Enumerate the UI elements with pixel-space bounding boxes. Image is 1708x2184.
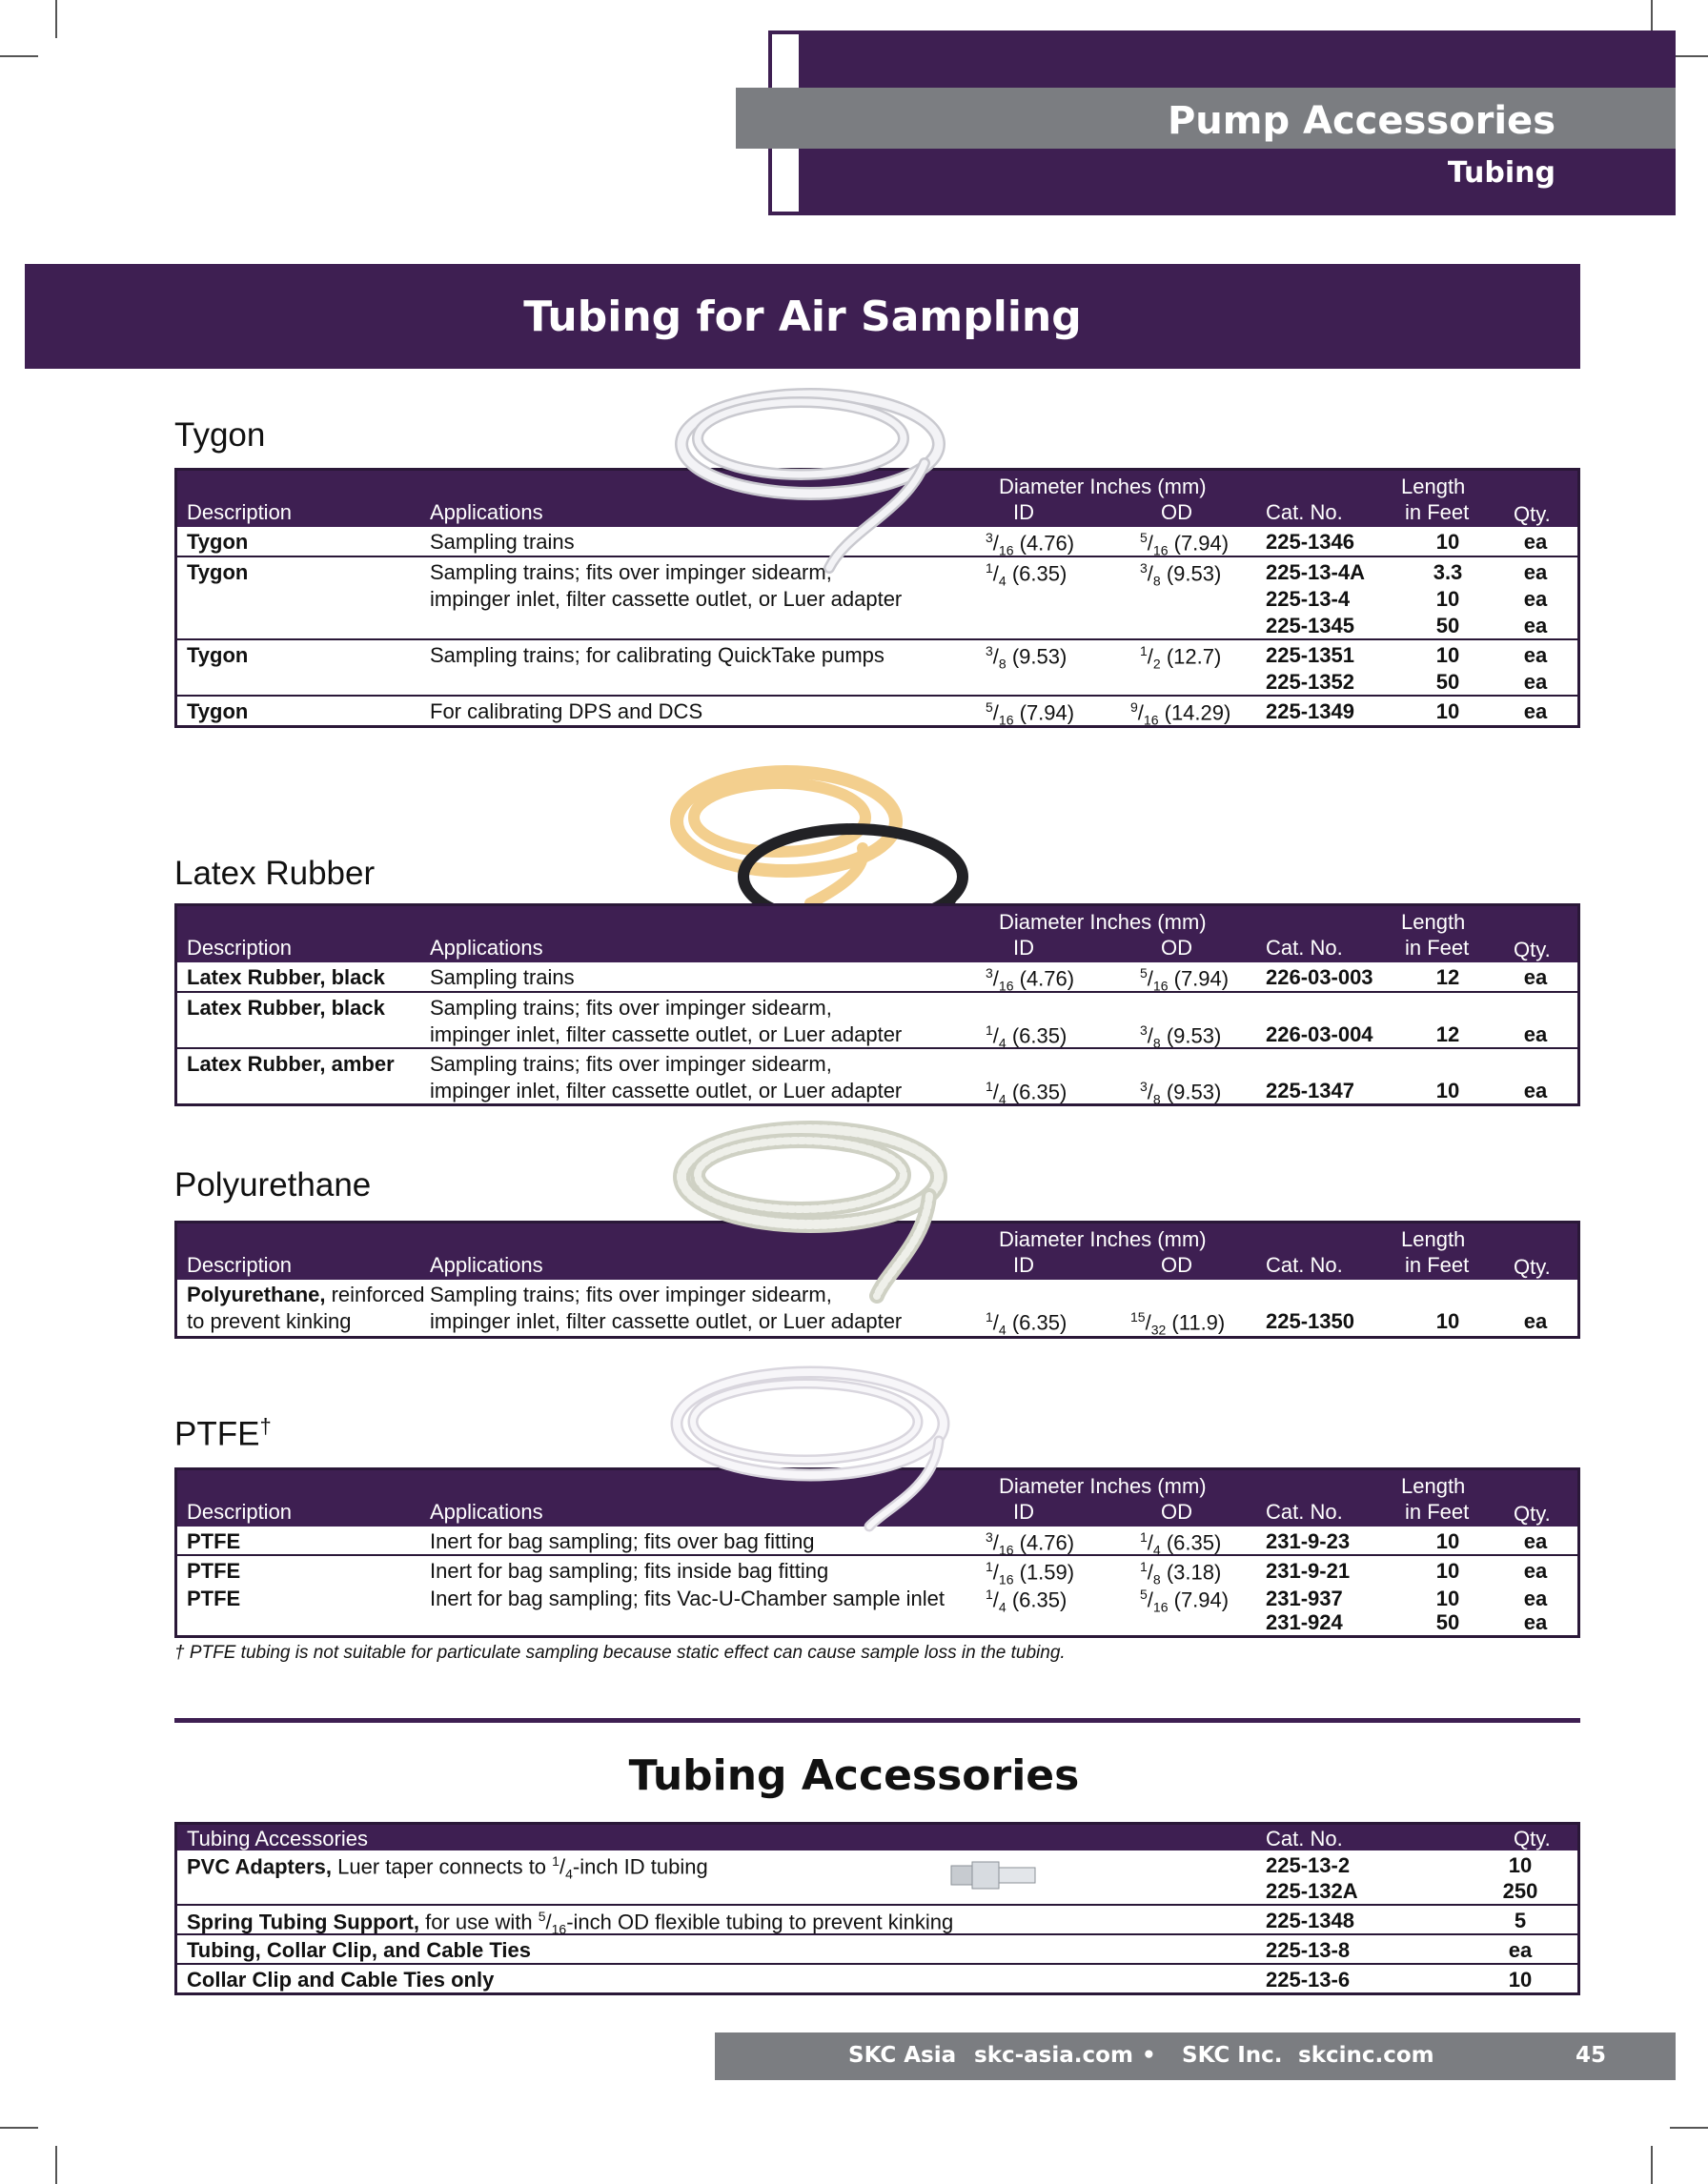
row-description: Collar Clip and Cable Ties only	[187, 1968, 495, 1992]
od-header: OD	[1161, 1253, 1192, 1277]
qty-value: ea	[1523, 587, 1548, 611]
row-application: Sampling trains; fits over impinger sidearm,	[430, 1052, 832, 1076]
row-od: $^5/_{16}$ (7.94)	[1140, 965, 1230, 994]
cat-number: 225-13-4A	[1266, 560, 1365, 584]
accessories-header: Tubing Accessories	[187, 1827, 368, 1850]
ptfe-tubing-image	[667, 1365, 953, 1536]
cat-number: 231-937	[1266, 1587, 1343, 1610]
length-value: 10	[1435, 643, 1460, 667]
table-row	[177, 697, 1577, 728]
row-application: Sampling trains; fits over impinger sidearm,	[430, 560, 832, 584]
footer-asia-link[interactable]: skc-asia.com	[974, 2043, 1133, 2068]
row-description: PTFE	[187, 1587, 241, 1610]
length-value: 50	[1435, 1610, 1460, 1634]
row-od: $^5/_{16}$ (7.94)	[1140, 1587, 1230, 1615]
id-header: ID	[1013, 1253, 1034, 1277]
qty-value: ea	[1523, 1610, 1548, 1634]
description-header: Description	[187, 1500, 293, 1524]
row-description: PVC Adapters, Luer taper connects to $^1/_4$-inch ID tubing	[187, 1853, 708, 1882]
cat-header: Cat. No.	[1266, 500, 1343, 524]
row-description-cont: to prevent kinking	[187, 1309, 352, 1333]
qty-value: ea	[1523, 965, 1548, 989]
crop-mark	[0, 2127, 38, 2129]
page-footer	[715, 2032, 1676, 2080]
cat-number: 225-1351	[1266, 643, 1354, 667]
qty-value: 10	[1508, 1968, 1533, 1992]
cat-number: 225-1345	[1266, 614, 1354, 637]
page-number: 45	[1576, 2043, 1607, 2068]
diameter-header: Diameter Inches (mm)	[999, 910, 1207, 934]
row-application: Sampling trains; for calibrating QuickTake pumps	[430, 643, 884, 667]
qty-value: ea	[1523, 1559, 1548, 1583]
latex-table	[174, 903, 1580, 1106]
row-application-cont: impinger inlet, filter cassette outlet, or Luer adapter	[430, 1079, 903, 1102]
row-description: Polyurethane, reinforced	[187, 1283, 425, 1306]
in-feet-header: in Feet	[1405, 1253, 1470, 1277]
row-description: Tubing, Collar Clip, and Cable Ties	[187, 1938, 532, 1962]
ptfe-footnote: † PTFE tubing is not suitable for particulate sampling because static effect can cause sample loss in the tubing.	[174, 1643, 1066, 1663]
crop-mark	[0, 55, 38, 57]
cat-number: 226-03-004	[1266, 1022, 1373, 1046]
description-header: Description	[187, 500, 293, 524]
row-description: Latex Rubber, black	[187, 996, 385, 1020]
length-header: Length	[1401, 910, 1466, 934]
qty-header: Qty.	[1514, 1827, 1551, 1850]
ptfe-title-text: PTFE	[174, 1415, 260, 1453]
row-application: For calibrating DPS and DCS	[430, 699, 703, 723]
pvc-adapter-image	[949, 1858, 1040, 1898]
qty-value: ea	[1523, 530, 1548, 554]
crop-mark	[55, 0, 57, 38]
qty-header: Qty.	[1514, 938, 1551, 961]
crop-mark	[1651, 2146, 1653, 2184]
row-od: $^3/_8$ (9.53)	[1140, 1079, 1222, 1107]
accessories-heading: Tubing Accessories	[628, 1751, 1080, 1800]
length-value: 3.3	[1433, 560, 1463, 584]
qty-value: ea	[1523, 1309, 1548, 1333]
ptfe-heading	[174, 1414, 272, 1454]
table-row	[177, 993, 1577, 1049]
table-row	[177, 962, 1577, 993]
od-header: OD	[1161, 1500, 1192, 1524]
row-application: Inert for bag sampling; fits over bag fitting	[430, 1529, 815, 1553]
id-header: ID	[1013, 500, 1034, 524]
length-value: 10	[1435, 1309, 1460, 1333]
row-application-cont: impinger inlet, filter cassette outlet, or Luer adapter	[430, 587, 903, 611]
row-od: $^1/_8$ (3.18)	[1140, 1559, 1222, 1587]
cat-header: Cat. No.	[1266, 936, 1343, 960]
qty-header: Qty.	[1514, 502, 1551, 526]
length-value: 10	[1435, 587, 1460, 611]
row-od: $^3/_8$ (9.53)	[1140, 1022, 1222, 1051]
qty-value: ea	[1508, 1938, 1533, 1962]
length-value: 10	[1435, 1079, 1460, 1102]
table-row	[177, 1965, 1577, 1992]
applications-header: Applications	[430, 500, 543, 524]
table-header	[177, 906, 1577, 962]
latex-heading: Latex Rubber	[174, 855, 376, 892]
footer-bullet: •	[1142, 2043, 1156, 2068]
row-id: $^3/_{16}$ (4.76)	[986, 1529, 1075, 1558]
footer-skc-inc: SKC Inc.	[1182, 2043, 1283, 2068]
cat-number: 231-924	[1266, 1610, 1343, 1634]
page-title: Pump Accessories	[1167, 99, 1556, 143]
length-value: 50	[1435, 614, 1460, 637]
row-description: Tygon	[187, 530, 249, 554]
cat-header: Cat. No.	[1266, 1500, 1343, 1524]
in-feet-header: in Feet	[1405, 936, 1470, 960]
row-od: $^3/_8$ (9.53)	[1140, 560, 1222, 589]
row-id: $^3/_8$ (9.53)	[986, 643, 1068, 672]
diameter-header: Diameter Inches (mm)	[999, 475, 1207, 498]
polyurethane-heading: Polyurethane	[174, 1166, 372, 1203]
table-row	[177, 640, 1577, 697]
qty-value: ea	[1523, 699, 1548, 723]
page-subtitle: Tubing	[1447, 156, 1556, 190]
od-header: OD	[1161, 500, 1192, 524]
applications-header: Applications	[430, 1500, 543, 1524]
table-row	[177, 1850, 1577, 1906]
length-value: 10	[1435, 1529, 1460, 1553]
section-banner	[25, 264, 1580, 369]
tygon-tubing-image	[667, 377, 963, 577]
cat-number: 231-9-21	[1266, 1559, 1351, 1583]
qty-header: Qty.	[1514, 1255, 1551, 1279]
banner-title: Tubing for Air Sampling	[523, 292, 1082, 341]
cat-number: 225-13-4	[1266, 587, 1351, 611]
length-value: 10	[1435, 1559, 1460, 1583]
row-description: PTFE	[187, 1529, 241, 1553]
cat-number: 225-132A	[1266, 1879, 1358, 1903]
row-id: $^1/_4$ (6.35)	[986, 1022, 1068, 1051]
table-header	[177, 1825, 1577, 1850]
row-application-cont: impinger inlet, filter cassette outlet, or Luer adapter	[430, 1022, 903, 1046]
row-id: $^5/_{16}$ (7.94)	[986, 699, 1075, 728]
row-id: $^1/_4$ (6.35)	[986, 560, 1068, 589]
row-application: Sampling trains	[430, 530, 575, 554]
table-row	[177, 1906, 1577, 1935]
cat-number: 226-03-003	[1266, 965, 1373, 989]
length-header: Length	[1401, 1474, 1466, 1498]
section-divider	[174, 1718, 1580, 1723]
qty-header: Qty.	[1514, 1502, 1551, 1526]
row-application-cont: impinger inlet, filter cassette outlet, or Luer adapter	[430, 1309, 903, 1333]
description-header: Description	[187, 936, 293, 960]
cat-number: 225-13-2	[1266, 1853, 1351, 1877]
row-od: $^9/_{16}$ (14.29)	[1130, 699, 1231, 728]
cat-number: 225-1352	[1266, 670, 1354, 694]
row-description: Latex Rubber, amber	[187, 1052, 395, 1076]
table-row	[177, 1556, 1577, 1587]
row-application: Sampling trains; fits over impinger sidearm,	[430, 996, 832, 1020]
applications-header: Applications	[430, 1253, 543, 1277]
row-id: $^1/_{16}$ (1.59)	[986, 1559, 1075, 1587]
row-description: Tygon	[187, 699, 249, 723]
qty-value: ea	[1523, 1529, 1548, 1553]
qty-value: ea	[1523, 670, 1548, 694]
length-value: 50	[1435, 670, 1460, 694]
row-description: Latex Rubber, black	[187, 965, 385, 989]
cat-number: 225-13-6	[1266, 1968, 1351, 1992]
polyurethane-tubing-image	[667, 1120, 953, 1310]
row-od: $^{15}/_{32}$ (11.9)	[1130, 1309, 1226, 1338]
qty-value: ea	[1523, 1079, 1548, 1102]
ptfe-dagger: †	[259, 1414, 272, 1438]
row-od: $^1/_2$ (12.7)	[1140, 643, 1222, 672]
length-header: Length	[1401, 1227, 1466, 1251]
row-description: Spring Tubing Support, for use with $^5/_{16}$-inch OD flexible tubing to prevent kinking	[187, 1909, 954, 1937]
in-feet-header: in Feet	[1405, 1500, 1470, 1524]
qty-value: 10	[1508, 1853, 1533, 1877]
row-od: $^1/_4$ (6.35)	[1140, 1529, 1222, 1558]
footer-inc-link[interactable]: skcinc.com	[1298, 2043, 1434, 2068]
cat-header: Cat. No.	[1266, 1253, 1343, 1277]
length-value: 12	[1435, 965, 1460, 989]
row-id: $^3/_{16}$ (4.76)	[986, 965, 1075, 994]
table-row	[177, 1584, 1577, 1635]
row-id: $^1/_4$ (6.35)	[986, 1587, 1068, 1615]
qty-value: ea	[1523, 1587, 1548, 1610]
crop-mark	[55, 2146, 57, 2184]
qty-value: ea	[1523, 1022, 1548, 1046]
qty-value: ea	[1523, 643, 1548, 667]
id-header: ID	[1013, 1500, 1034, 1524]
cat-number: 225-1348	[1266, 1909, 1354, 1932]
length-value: 10	[1435, 699, 1460, 723]
footer-skc-asia: SKC Asia	[848, 2043, 957, 2068]
diameter-header: Diameter Inches (mm)	[999, 1474, 1207, 1498]
description-header: Description	[187, 1253, 293, 1277]
length-value: 12	[1435, 1022, 1460, 1046]
row-description: Tygon	[187, 560, 249, 584]
qty-value: 250	[1502, 1879, 1538, 1903]
cat-number: 225-1349	[1266, 699, 1354, 723]
length-header: Length	[1401, 475, 1466, 498]
cat-number: 225-1346	[1266, 530, 1354, 554]
row-application: Sampling trains; fits over impinger sidearm,	[430, 1283, 832, 1306]
crop-mark	[1670, 2127, 1708, 2129]
qty-value: ea	[1523, 560, 1548, 584]
cat-number: 225-13-8	[1266, 1938, 1351, 1962]
od-header: OD	[1161, 936, 1192, 960]
cat-number: 231-9-23	[1266, 1529, 1351, 1553]
cat-number: 225-1347	[1266, 1079, 1354, 1102]
id-header: ID	[1013, 936, 1034, 960]
qty-value: 5	[1514, 1909, 1527, 1932]
row-application: Inert for bag sampling; fits Vac-U-Chamber sample inlet	[430, 1587, 946, 1610]
crop-mark	[1670, 55, 1708, 57]
row-id: $^1/_4$ (6.35)	[986, 1309, 1068, 1338]
row-od: $^5/_{16}$ (7.94)	[1140, 530, 1230, 558]
applications-header: Applications	[430, 936, 543, 960]
tygon-heading: Tygon	[174, 416, 266, 454]
qty-value: ea	[1523, 614, 1548, 637]
cat-number: 225-1350	[1266, 1309, 1354, 1333]
diameter-header: Diameter Inches (mm)	[999, 1227, 1207, 1251]
row-description: Tygon	[187, 643, 249, 667]
in-feet-header: in Feet	[1405, 500, 1470, 524]
length-value: 10	[1435, 530, 1460, 554]
table-row	[177, 1049, 1577, 1107]
row-id: $^1/_4$ (6.35)	[986, 1079, 1068, 1107]
table-row	[177, 1935, 1577, 1965]
row-application: Inert for bag sampling; fits inside bag fitting	[430, 1559, 829, 1583]
row-description: PTFE	[187, 1559, 241, 1583]
accessories-table	[174, 1822, 1580, 1995]
length-value: 10	[1435, 1587, 1460, 1610]
row-application: Sampling trains	[430, 965, 575, 989]
cat-header: Cat. No.	[1266, 1827, 1343, 1850]
row-id: $^3/_{16}$ (4.76)	[986, 530, 1075, 558]
